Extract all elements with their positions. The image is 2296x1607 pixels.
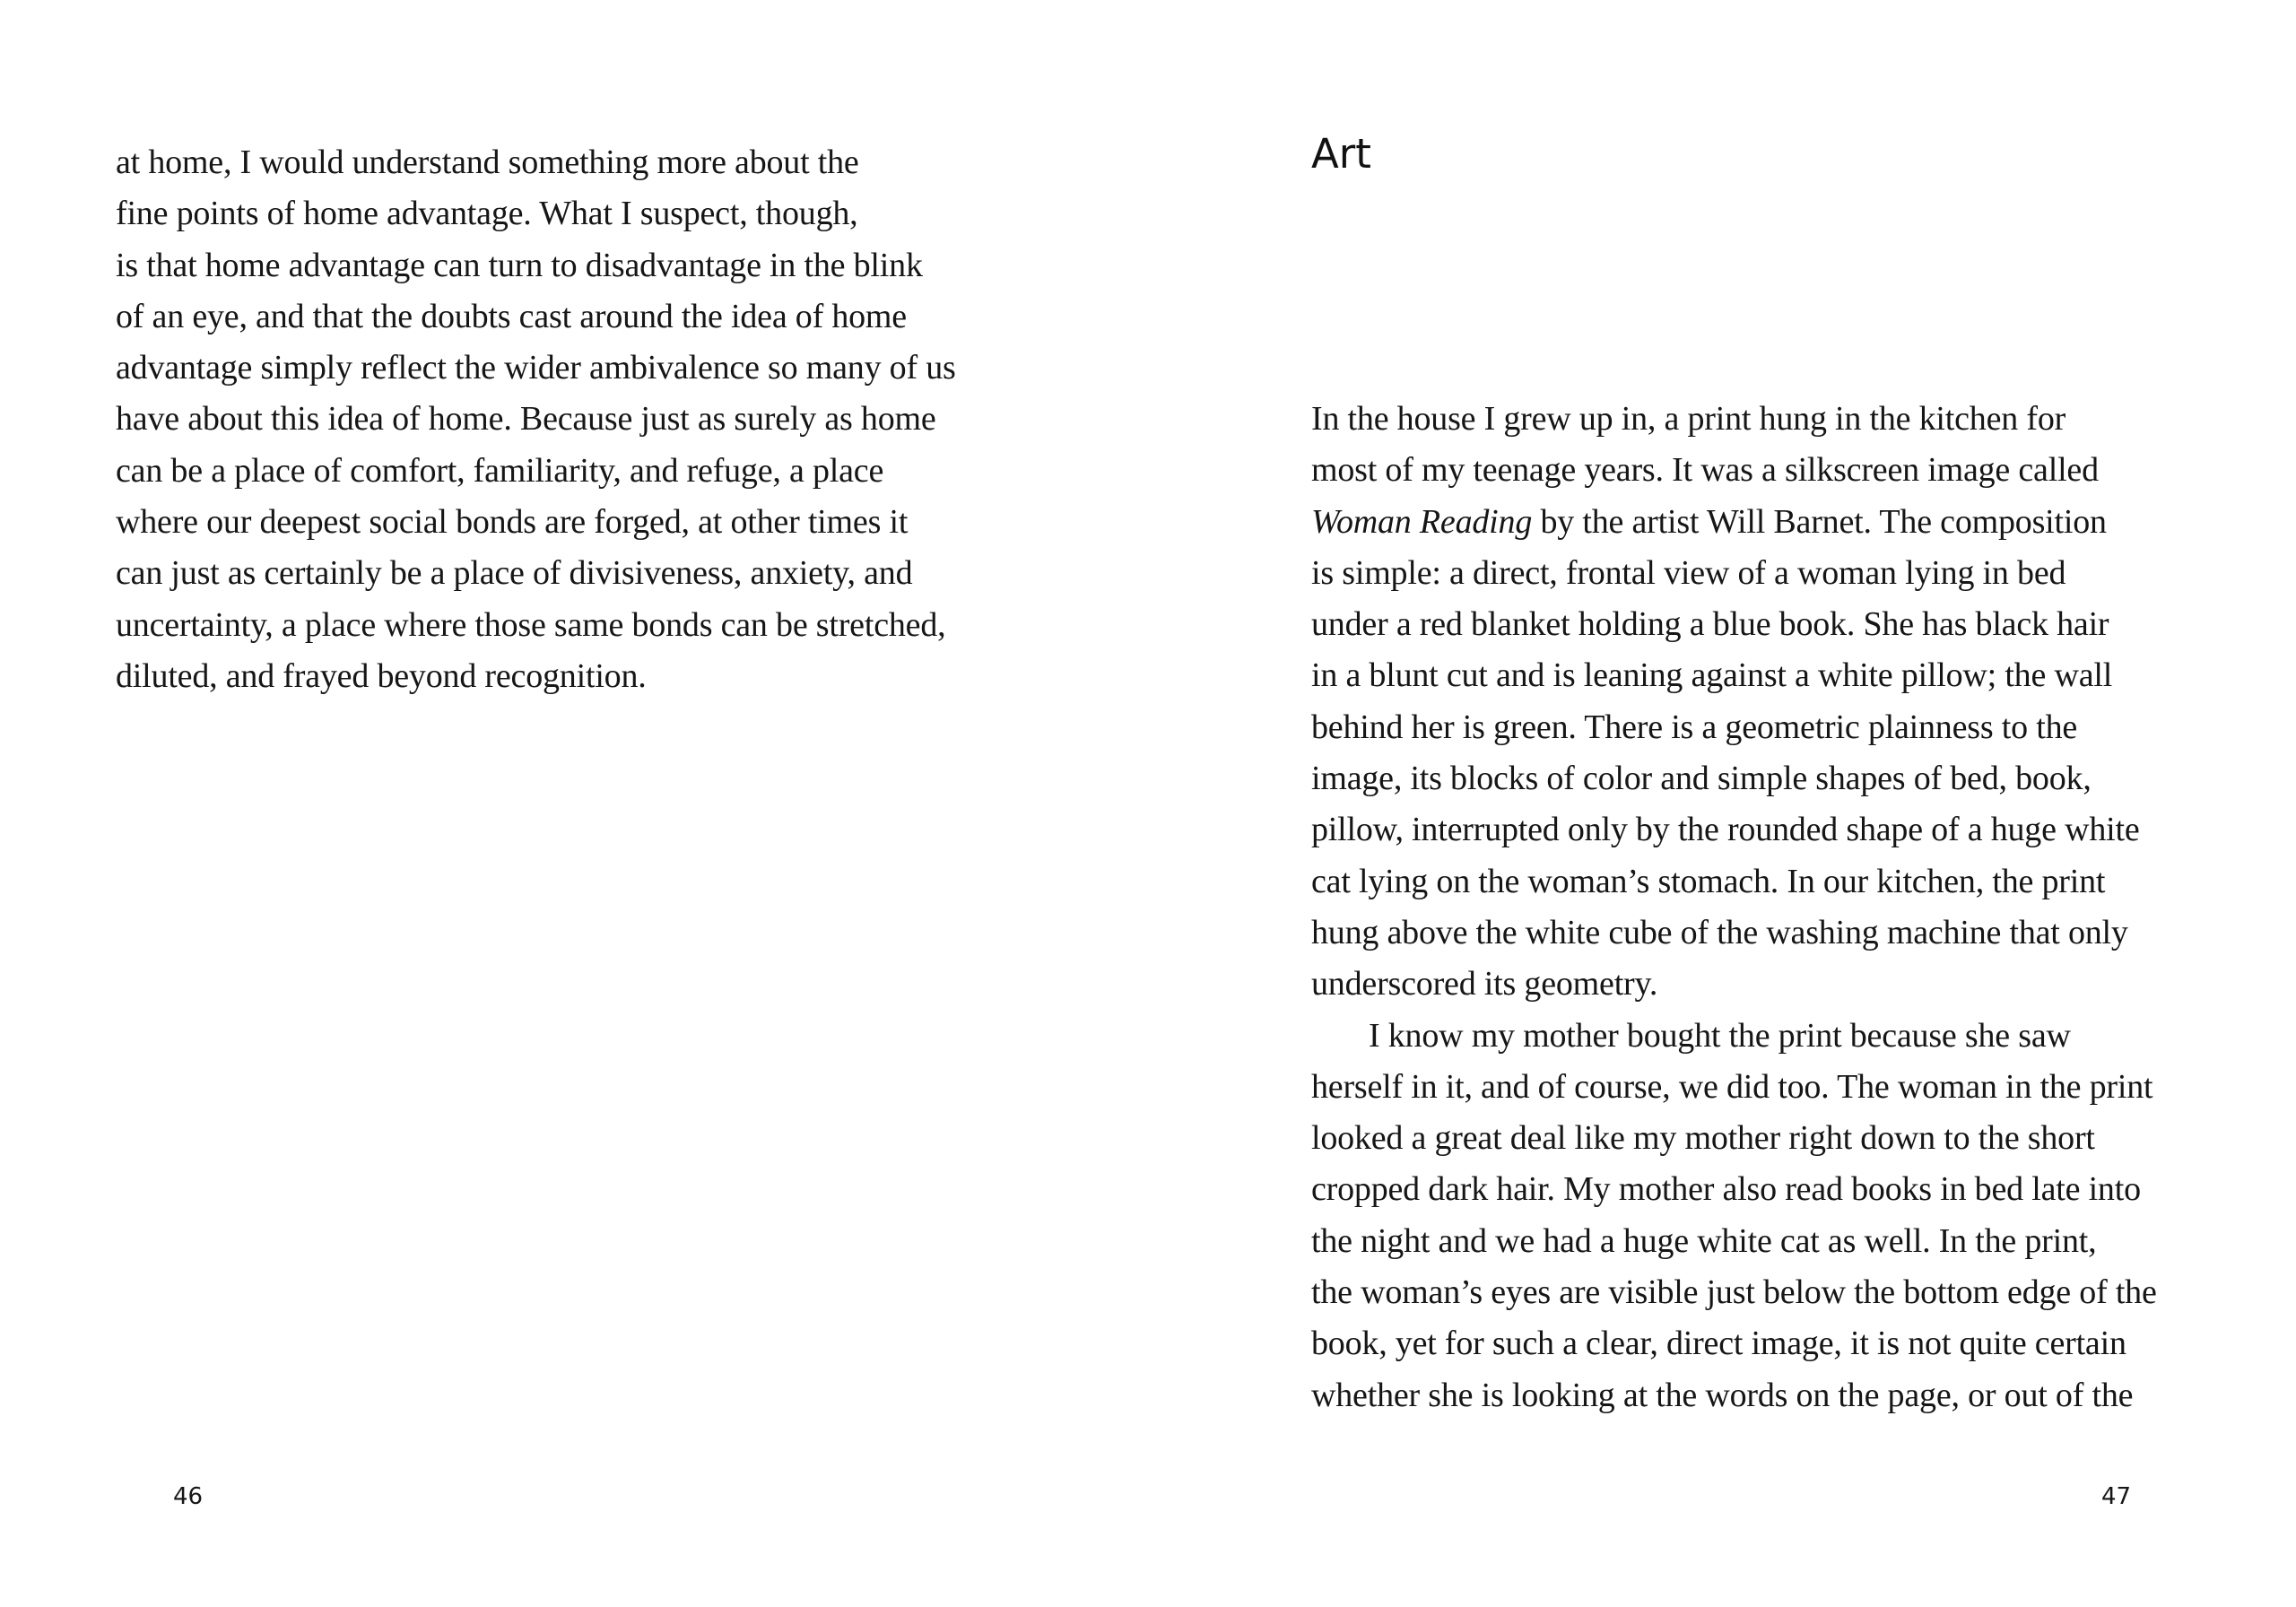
body-line: In the house I grew up in, a print hung in the kitchen for [1311,400,2066,438]
body-line: hung above the white cube of the washing machine that only [1311,913,2128,951]
body-line: is that home advantage can turn to disadvantage in the blink [116,246,923,284]
body-line-text: by the artist Will Barnet. The composition [1532,502,2107,541]
body-line: whether she is looking at the words on the page, or out of the [1311,1376,2134,1414]
chapter-title: Art [1311,130,1371,178]
body-line: is simple: a direct, frontal view of a woman lying in bed [1311,553,2066,592]
right-page [1148,0,2296,1607]
body-line: looked a great deal like my mother right down to the short [1311,1119,2095,1158]
page-number-right: 47 [2101,1483,2132,1510]
body-line: diluted, and frayed beyond recognition. [116,656,647,695]
body-line: can be a place of comfort, familiarity, and refuge, a place [116,451,884,490]
body-line: advantage simply reflect the wider ambivalence so many of us [116,349,956,387]
body-line: have about this idea of home. Because just as surely as home [116,400,936,439]
body-line: I know my mother bought the print because she saw [1369,1016,2071,1055]
artwork-title: Woman Reading [1311,502,1533,541]
body-line: where our deepest social bonds are forged, at other times it [116,503,909,542]
body-line: the woman’s eyes are visible just below the bottom edge of the [1311,1273,2157,1312]
body-line: cropped dark hair. My mother also read books in bed late into [1311,1170,2141,1209]
body-line: cat lying on the woman’s stomach. In our kitchen, the print [1311,862,2106,900]
page-number-left: 46 [173,1483,204,1510]
left-page-body [116,137,1031,702]
body-line: book, yet for such a clear, direct image, it is not quite certain [1311,1325,2126,1363]
body-line: at home, I would understand something more about the [116,143,859,181]
body-line [1311,497,2208,548]
body-line: uncertainty, a place where those same bonds can be stretched, [116,605,946,644]
body-line: of an eye, and that the doubts cast around the idea of home [116,297,907,335]
body-line: fine points of home advantage. What I suspect, though, [116,195,858,233]
paragraph-2 [1311,1011,2208,1421]
body-line: herself in it, and of course, we did too. The woman in the print [1311,1067,2153,1106]
paragraph-1 [1311,394,2208,1011]
body-line: the night and we had a huge white cat as well. In the print, [1311,1221,2097,1260]
body-line: in a blunt cut and is leaning against a white pillow; the wall [1311,656,2113,695]
body-line: image, its blocks of color and simple shapes of bed, book, [1311,760,2092,798]
body-line: most of my teenage years. It was a silkscreen image called [1311,451,2099,490]
body-line: underscored its geometry. [1311,965,1658,1003]
body-line: can just as certainly be a place of divisiveness, anxiety, and [116,554,913,593]
body-line: behind her is green. There is a geometric plainness to the [1311,708,2078,746]
body-line: under a red blanket holding a blue book. She has black hair [1311,605,2109,644]
body-line: pillow, interrupted only by the rounded shape of a huge white [1311,811,2140,849]
right-page-body [1311,394,2208,1421]
